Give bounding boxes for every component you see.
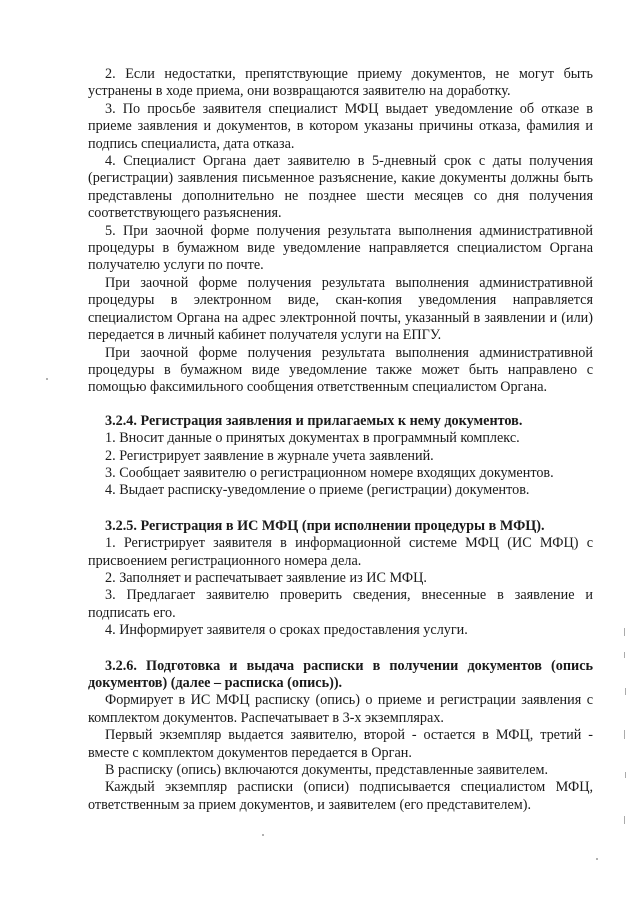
scan-artifact [46,378,48,380]
list-item: 4. Информирует заявителя о сроках предоставления услуги. [105,622,468,639]
scan-artifact [624,816,625,824]
list-item: 1. Регистрирует заявителя в информационной системе МФЦ (ИС МФЦ) с присвоением регистрационного номера дела. [88,535,593,569]
scan-artifact [262,834,264,836]
list-item: 3. Предлагает заявителю проверить сведения, внесенные в заявление и подписать его. [88,587,593,621]
paragraph-item-2: 2. Если недостатки, препятствующие приему документов, не могут быть устранены в ходе приема, они возвращаются заявителю на доработку. [88,66,593,100]
section-325-heading: 3.2.5. Регистрация в ИС МФЦ (при исполнении процедуры в МФЦ). [105,517,545,534]
scan-artifact [625,772,626,778]
list-item: 4. Выдает расписку-уведомление о приеме (регистрации) документов. [105,482,530,499]
list-item: 1. Вносит данные о принятых документах в программный комплекс. [105,430,520,447]
scan-artifact [624,652,625,658]
scan-artifact [624,730,625,739]
section-spacer [88,640,593,658]
list-item: В расписку (опись) включаются документы, представленные заявителем. [105,762,549,779]
list-item: Первый экземпляр выдается заявителю, второй - остается в МФЦ, третий - вместе с комплектом документов передается в Орган. [88,727,593,761]
list-item: 3. Сообщает заявителю о регистрационном номере входящих документов. [105,464,554,481]
scan-artifact [596,858,598,860]
list-item: Формирует в ИС МФЦ расписку (опись) о приеме и регистрации заявления с комплектом документов. Распечатывает в 3-х экземплярах. [88,692,593,726]
scan-artifact [624,628,625,636]
section-spacer [88,397,593,413]
list-item: 2. Регистрирует заявление в журнале учета заявлений. [105,447,434,464]
section-spacer [88,500,593,518]
section-326-heading: 3.2.6. Подготовка и выдача расписки в получении документов (опись документов) (далее – расписка (опись)). [88,657,593,691]
section-324-heading: 3.2.4. Регистрация заявления и прилагаемых к нему документов. [105,412,523,429]
scan-artifact [625,688,626,695]
paragraph-item-5: 5. При заочной форме получения результата выполнения административной процедуры в бумажном виде уведомление направляется специалистом Органа получателю услуги по почте. [88,222,593,274]
paragraph-fax: При заочной форме получения результата выполнения административной процедуры в бумажном виде уведомление также может быть направлено с помощью факсимильного сообщения ответственным специалистом Органа. [88,344,593,396]
paragraph-electronic-form: При заочной форме получения результата выполнения административной процедуры в электронном виде, скан-копия уведомления направляется специалистом Органа на адрес электронной почты, указанный в заявлении и (или) передается в личный кабинет получателя услуги на ЕПГУ. [88,274,593,344]
paragraph-item-4: 4. Специалист Органа дает заявителю в 5-дневный срок с даты получения (регистрации) заявления письменное разъяснение, какие документы должны быть представлены дополнительно не позднее шести месяцев со дня получения соответствующего разъяснения. [88,153,593,222]
list-item: Каждый экземпляр расписки (описи) подписывается специалистом МФЦ, ответственным за прием документов, и заявителем (его представителем). [88,779,593,813]
list-item: 2. Заполняет и распечатывает заявление из ИС МФЦ. [105,569,427,586]
paragraph-item-3: 3. По просьбе заявителя специалист МФЦ выдает уведомление об отказе в приеме заявления и документов, в котором указаны причины отказа, фамилия и подпись специалиста, дата отказа. [88,100,593,152]
